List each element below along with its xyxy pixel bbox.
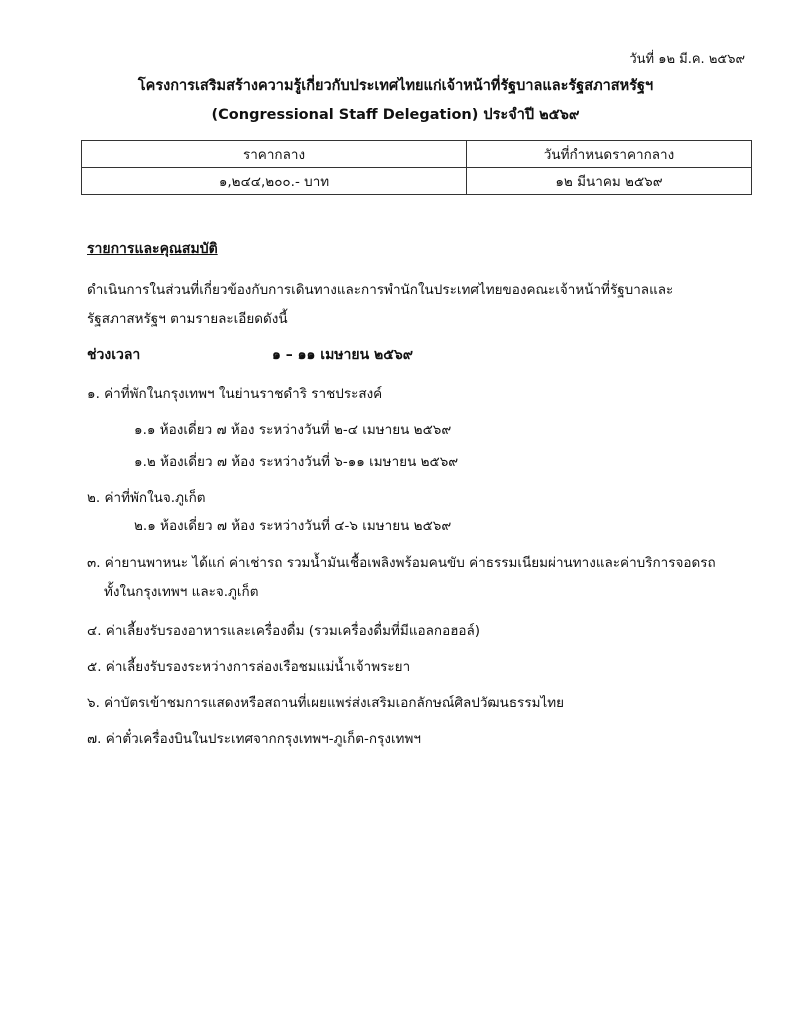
item-7: ๗. ค่าตั๋วเครื่องบินในประเทศจากกรุงเทพฯ-ภูเก็ต-กรุงเทพฯ: [87, 731, 421, 747]
details-heading: รายการและคุณสมบัติ: [87, 241, 218, 257]
item-1: ๑. ค่าที่พักในกรุงเทพฯ ในย่านราชดำริ ราชประสงค์: [87, 386, 383, 402]
document-date: วันที่ ๑๒ มี.ค. ๒๕๖๙: [629, 52, 745, 67]
period-value: ๑ – ๑๑ เมษายน ๒๕๖๙: [272, 347, 413, 363]
item-1-1: ๑.๑ ห้องเดี่ยว ๗ ห้อง ระหว่างวันที่ ๒-๔ เมษายน ๒๕๖๙: [134, 422, 452, 438]
item-4: ๔. ค่าเลี้ยงรับรองอาหารและเครื่องดื่ม (รวมเครื่องดื่มที่มีแอลกอฮอล์): [87, 623, 481, 639]
document-subtitle: (Congressional Staff Delegation) ประจำปี ๒๕๖๙: [211, 107, 580, 123]
intro-line-2: รัฐสภาสหรัฐฯ ตามรายละเอียดดังนี้: [87, 311, 288, 327]
item-3-continuation: ทั้งในกรุงเทพฯ และจ.ภูเก็ต: [104, 584, 259, 600]
document-title: โครงการเสริมสร้างความรู้เกี่ยวกับประเทศไทยแก่เจ้าหน้าที่รัฐบาลและรัฐสภาสหรัฐฯ: [137, 78, 654, 94]
item-2-1: ๒.๑ ห้องเดี่ยว ๗ ห้อง ระหว่างวันที่ ๔-๖ เมษายน ๒๕๖๙: [134, 518, 452, 534]
price-table-value-row: [82, 168, 752, 195]
item-2: ๒. ค่าที่พักในจ.ภูเก็ต: [87, 490, 206, 506]
item-5: ๕. ค่าเลี้ยงรับรองระหว่างการล่องเรือชมแม่น้ำเจ้าพระยา: [87, 659, 411, 675]
intro-line-1: ดำเนินการในส่วนที่เกี่ยวข้องกับการเดินทางและการพำนักในประเทศไทยของคณะเจ้าหน้าที่รัฐบาลและ: [87, 282, 674, 298]
price-table-header-row: [82, 141, 752, 168]
item-3: ๓. ค่ายานพาหนะ ได้แก่ ค่าเช่ารถ รวมน้ำมันเชื้อเพลิงพร้อมคนขับ ค่าธรรมเนียมผ่านทางและค่าบริการจอดรถ: [87, 555, 716, 571]
item-1-2: ๑.๒ ห้องเดี่ยว ๗ ห้อง ระหว่างวันที่ ๖-๑๑ เมษายน ๒๕๖๙: [134, 454, 459, 470]
price-date-header: วันที่กำหนดราคากลาง: [467, 141, 752, 168]
item-6: ๖. ค่าบัตรเข้าชมการแสดงหรือสถานที่เผยแพร่ส่งเสริมเอกลักษณ์ศิลปวัฒนธรรมไทย: [87, 695, 565, 711]
price-value: ๑,๒๔๔,๒๐๐.- บาท: [82, 168, 467, 195]
price-date-value: ๑๒ มีนาคม ๒๕๖๙: [467, 168, 752, 195]
price-header: ราคากลาง: [82, 141, 467, 168]
period-label: ช่วงเวลา: [87, 347, 141, 363]
price-table: [81, 140, 752, 195]
